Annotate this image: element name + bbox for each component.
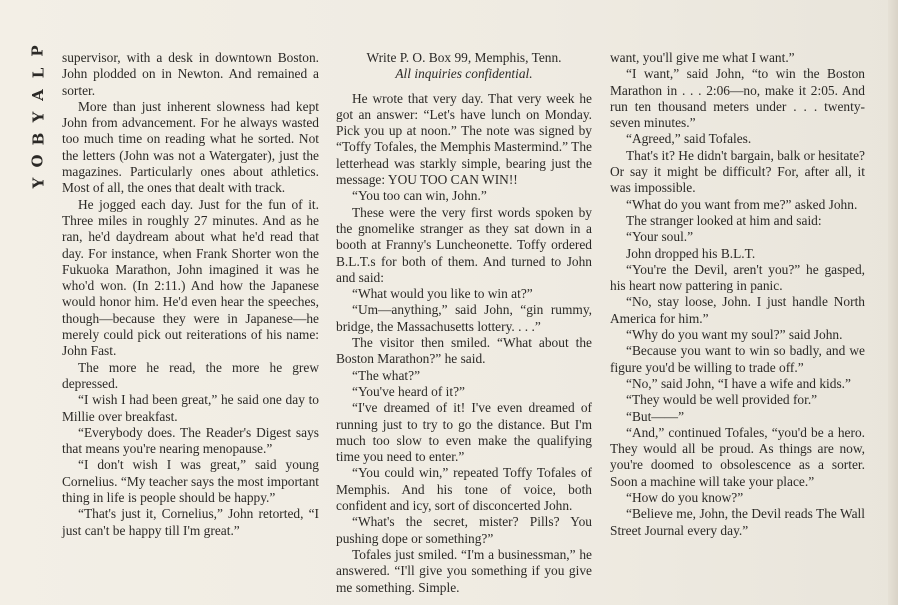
- running-head-letter: O: [28, 154, 47, 168]
- ad-confidential-line: All inquiries confidential.: [395, 66, 533, 82]
- paragraph: “Um—anything,” said John, “gin rummy, bridge, the Massachusetts lottery. . . .”: [336, 302, 592, 334]
- paragraph: “Believe me, John, the Devil reads The Wall Street Journal every day.”: [610, 506, 865, 538]
- paragraph: “Your soul.”: [626, 229, 694, 245]
- paragraph: The stranger looked at him and said:: [626, 212, 822, 228]
- paragraph: “The what?”: [352, 367, 421, 383]
- running-head-letter: Y: [29, 177, 47, 189]
- text-column-3: [610, 50, 865, 539]
- paragraph: “No,” said John, “I have a wife and kids.”: [626, 375, 851, 391]
- running-head-letter: Y: [29, 111, 47, 123]
- running-head-letter: L: [28, 67, 47, 79]
- page-edge-shadow: [888, 0, 898, 605]
- running-head-playboy: [30, 40, 46, 194]
- paragraph: “And,” continued Tofales, “you'd be a hero. They would all be proud. As things are now, you're doomed to obsolescence as a sorter. Soon a machine will take your place.”: [610, 424, 865, 489]
- paragraph: He wrote that very day. That very week he got an answer: “Let's have lunch on Monday. Pick you up at noon.” The note was signed by “Toffy Tofales, the Memphis Mastermind.” The letterhead was starkly simple, bearing just the message: YOU TOO CAN WIN!!: [336, 90, 592, 188]
- paragraph: These were the very first words spoken by the gnomelike stranger as they sat down in a booth at Franny's Luncheonette. Toffy ordered B.L.T.s for both of them. And turned to John and said:: [336, 204, 592, 285]
- ad-address-line: Write P. O. Box 99, Memphis, Tenn.: [366, 50, 562, 65]
- paragraph: “You could win,” repeated Toffy Tofales of Memphis. And his tone of voice, both confident and icy, sort of disconcerted John.: [336, 465, 592, 514]
- paragraph: “Agreed,” said Tofales.: [626, 131, 752, 147]
- paragraph: “I don't wish I was great,” said young Cornelius. “My teacher says the most important thing in life is people should be happy.”: [62, 457, 319, 506]
- paragraph: “I want,” said John, “to win the Boston Marathon in . . . 2:06—no, make it 2:05. And run ten thousand meters under . . . twenty-seven minutes.”: [610, 66, 865, 131]
- paragraph: “That's just it, Cornelius,” John retorted, “I just can't be happy till I'm great.”: [62, 506, 319, 538]
- paragraph: “How do you know?”: [626, 490, 744, 506]
- paragraph: More than just inherent slowness had kept John from advancement. For he always wasted too much time on reading what he sorted. Not the letters (John was not a Watergater), just the magazines. Particularly ones about athletics. Most of all, the ones that dealt with track.: [62, 98, 319, 196]
- paragraph: “I wish I had been great,” he said one day to Millie over breakfast.: [62, 392, 319, 424]
- paragraph: “You're the Devil, aren't you?” he gasped, his heart now pattering in panic.: [610, 261, 865, 294]
- paragraph: The visitor then smiled. “What about the Boston Marathon?” he said.: [336, 335, 592, 367]
- paragraph: want, you'll give me what I want.”: [610, 50, 795, 65]
- paragraph: “No, stay loose, John. I just handle North America for him.”: [610, 294, 865, 326]
- paragraph: Tofales just smiled. “I'm a businessman,” he answered. “I'll give you something if you give me something. Simple.: [336, 546, 592, 595]
- paragraph: “What would you like to win at?”: [352, 286, 533, 302]
- paragraph: “What do you want from me?” asked John.: [626, 196, 858, 212]
- paragraph: He jogged each day. Just for the fun of it. Three miles in roughly 27 minutes. And as he ran, he'd daydream about what he'd read that day. For instance, when Frank Shorter won the Fukuoka Marathon, John imagined it was he who'd won. (In 2:11.) And how the Japanese would honor him. He'd even hear the speeches, though—because they were in Japanese—he merely could pick out reiterations of his name: John Fast.: [62, 196, 319, 359]
- paragraph: supervisor, with a desk in downtown Boston. John plodded on in Newton. And remained a sorter.: [62, 50, 319, 98]
- paragraph: “You too can win, John.”: [352, 188, 487, 204]
- text-column-2: [336, 50, 592, 596]
- running-head-letter: P: [29, 45, 47, 57]
- paragraph: “What's the secret, mister? Pills? You pushing dope or something?”: [336, 514, 592, 546]
- paragraph: “Why do you want my soul?” said John.: [626, 327, 843, 343]
- paragraph: “Because you want to win so badly, and we figure you'd be willing to trade off.”: [610, 343, 865, 375]
- text-column-1: [62, 50, 319, 539]
- running-head-letter: B: [29, 132, 47, 146]
- paragraph: The more he read, the more he grew depressed.: [62, 359, 319, 391]
- running-head-letter: A: [28, 89, 47, 101]
- paragraph: “But——”: [626, 408, 685, 424]
- paragraph: John dropped his B.L.T.: [626, 245, 756, 261]
- paragraph: That's it? He didn't bargain, balk or hesitate? Or say it might be difficult? For, after all, it was impossible.: [610, 147, 865, 196]
- paragraph: “You've heard of it?”: [352, 383, 465, 399]
- paragraph: “They would be well provided for.”: [626, 392, 818, 408]
- paragraph: “I've dreamed of it! I've even dreamed of running just to try to go the distance. But I'm much too slow to even make the qualifying time you need to enter.”: [336, 400, 592, 465]
- paragraph: “Everybody does. The Reader's Digest says that means you're nearing menopause.”: [62, 424, 319, 457]
